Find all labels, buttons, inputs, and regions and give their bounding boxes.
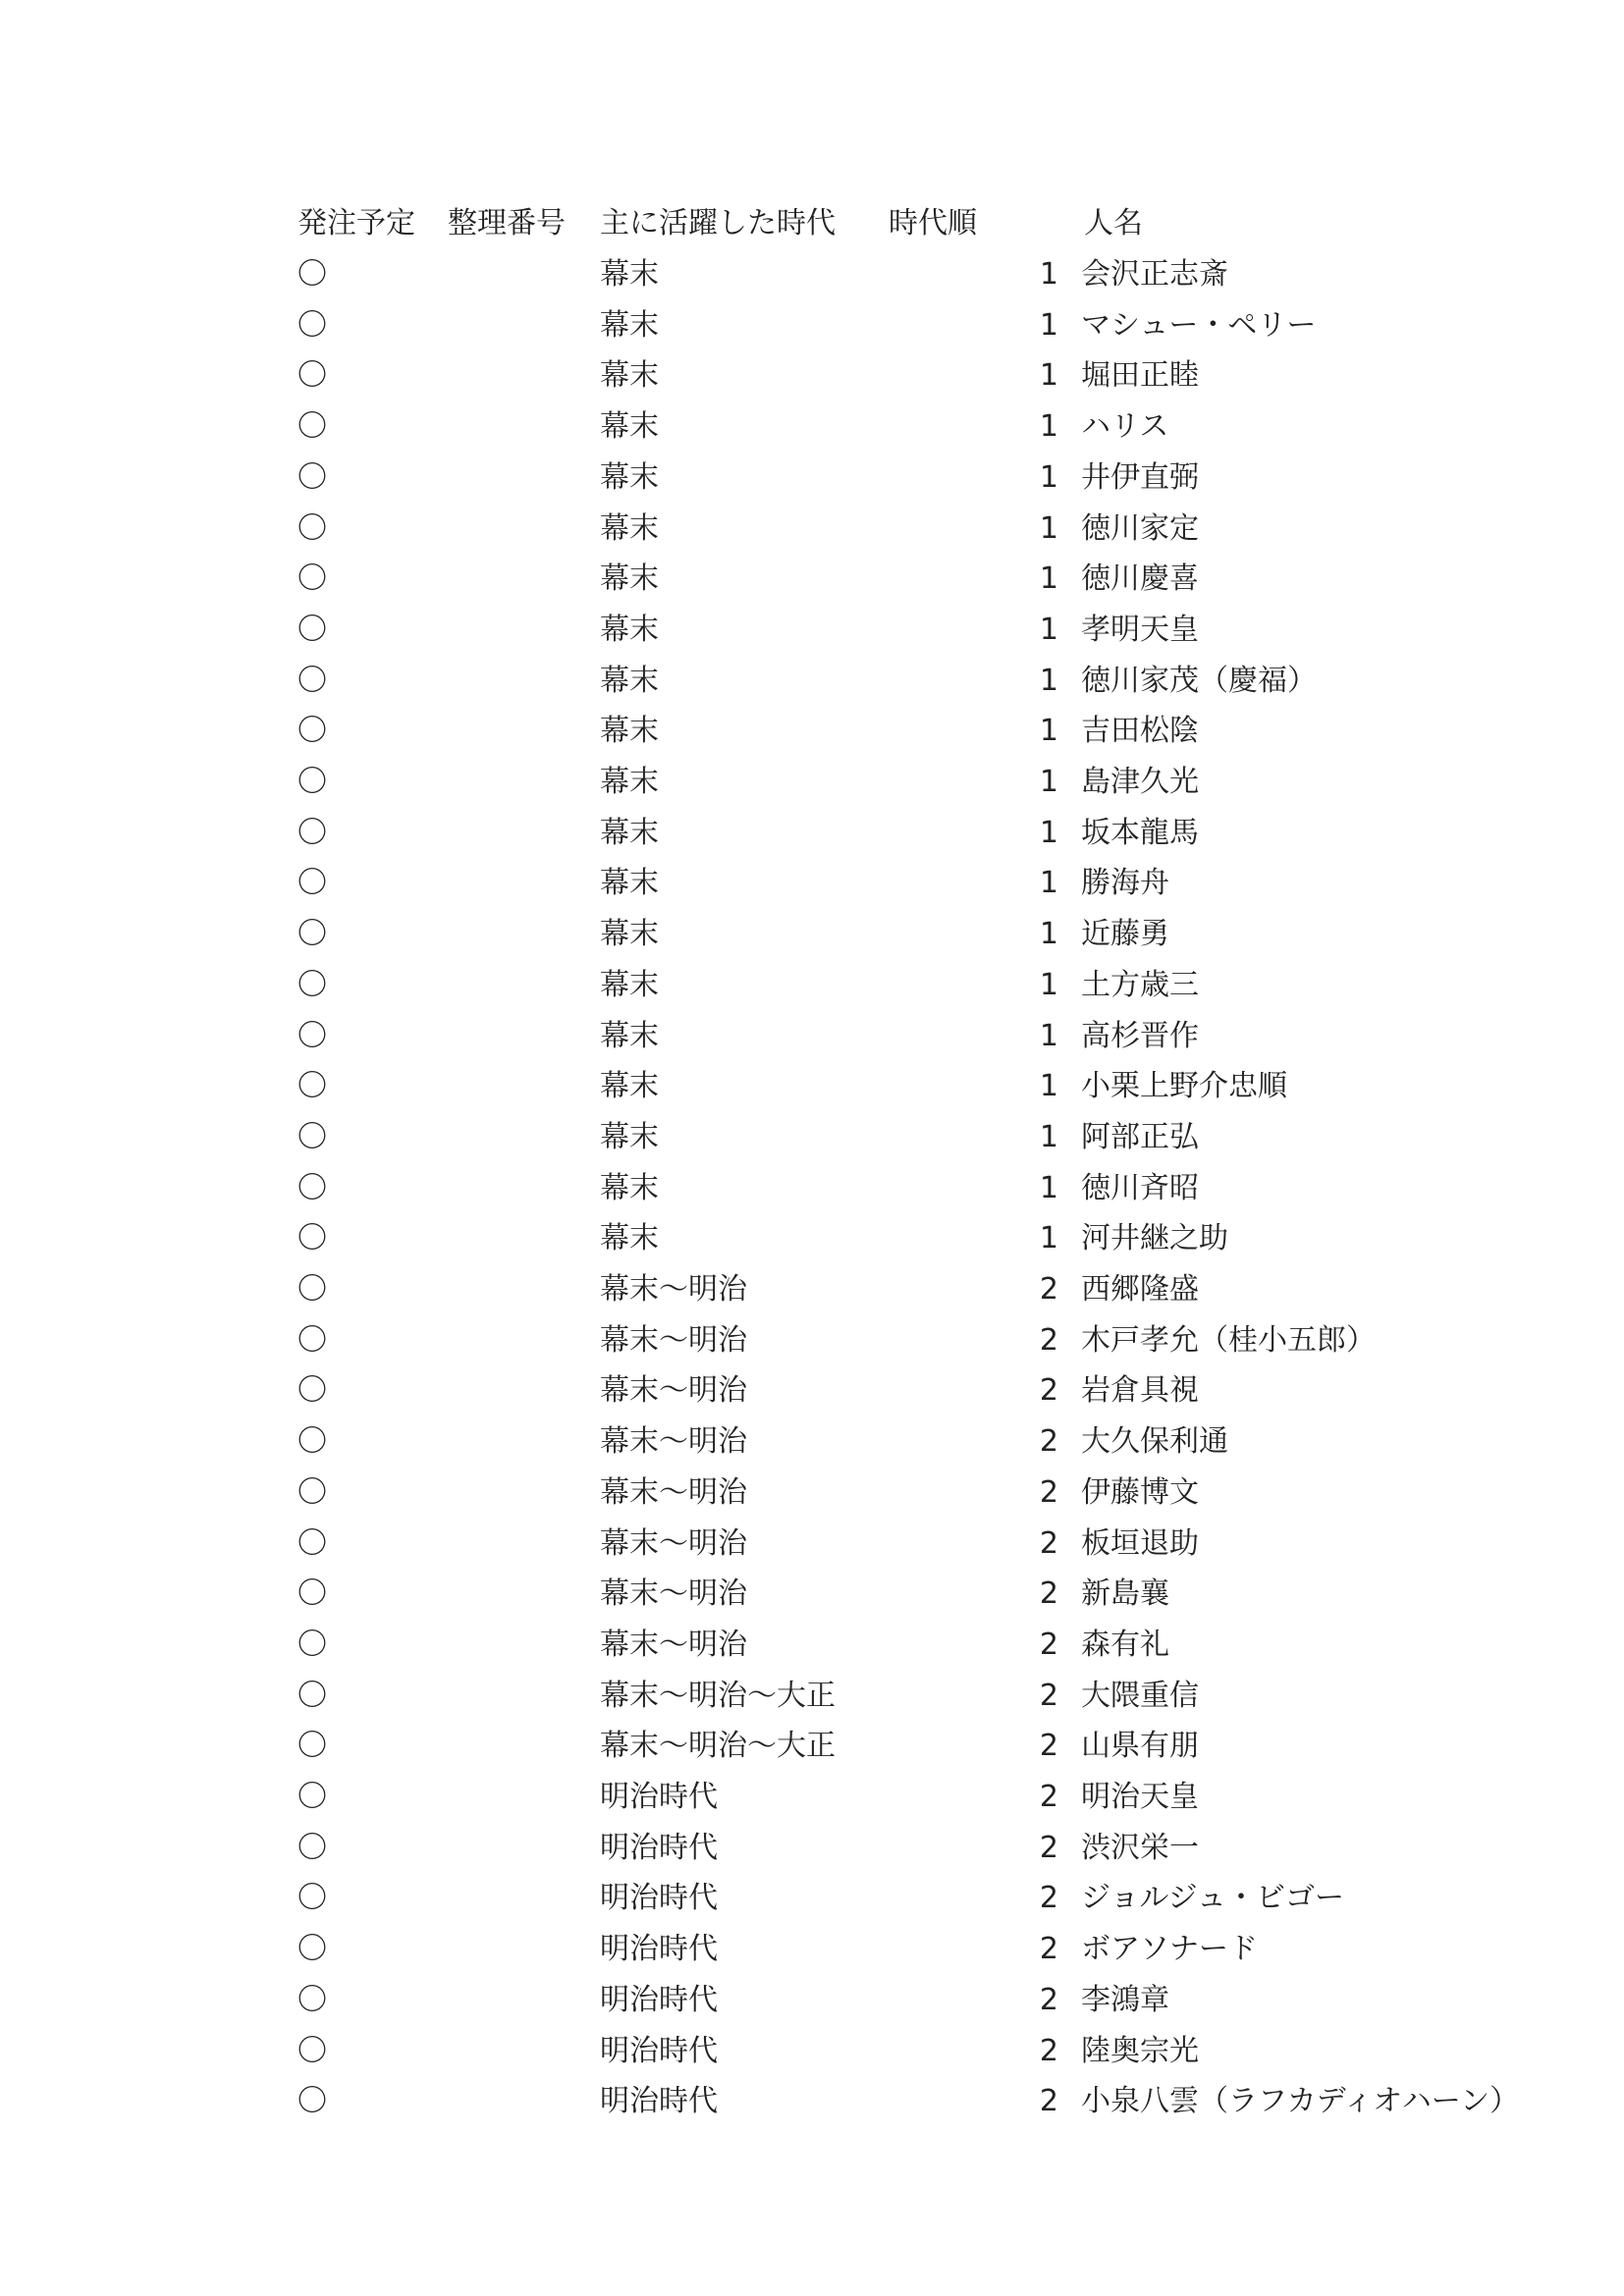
era-cell: 幕末〜明治 bbox=[600, 1576, 747, 1612]
order-mark: 〇 bbox=[298, 510, 327, 546]
order-mark: 〇 bbox=[298, 409, 327, 445]
name-cell: 島津久光 bbox=[1081, 765, 1199, 799]
order-mark: 〇 bbox=[298, 1729, 327, 1764]
seq-cell: 1 bbox=[1039, 510, 1058, 546]
name-cell: 陸奥宗光 bbox=[1081, 2033, 1199, 2068]
table-row bbox=[0, 605, 1624, 656]
order-mark: 〇 bbox=[298, 1932, 327, 1967]
name-cell: 森有礼 bbox=[1081, 1627, 1169, 1662]
id-cell bbox=[448, 960, 595, 1011]
order-mark: 〇 bbox=[298, 2033, 327, 2068]
era-cell: 幕末〜明治〜大正 bbox=[600, 1678, 836, 1713]
seq-cell: 2 bbox=[1039, 1474, 1058, 1510]
name-cell: 勝海舟 bbox=[1081, 866, 1169, 901]
id-cell bbox=[448, 401, 595, 453]
id-cell bbox=[448, 1011, 595, 1062]
header-order: 発注予定 bbox=[298, 206, 415, 240]
seq-cell: 2 bbox=[1039, 1932, 1058, 1967]
order-mark: 〇 bbox=[298, 257, 327, 292]
name-cell: 岩倉具視 bbox=[1081, 1373, 1199, 1409]
header-seq: 時代順 bbox=[889, 206, 977, 240]
seq-cell: 1 bbox=[1039, 257, 1058, 292]
id-cell bbox=[448, 453, 595, 504]
table-row bbox=[0, 2076, 1624, 2127]
era-cell: 幕末〜明治 bbox=[600, 1525, 747, 1561]
table-row bbox=[0, 1112, 1624, 1163]
id-cell bbox=[448, 1061, 595, 1112]
era-cell: 幕末 bbox=[600, 612, 659, 647]
seq-cell: 2 bbox=[1039, 1373, 1058, 1409]
id-cell bbox=[448, 350, 595, 401]
table-row bbox=[0, 249, 1624, 300]
name-cell: 木戸孝允（桂小五郎） bbox=[1081, 1322, 1376, 1358]
order-mark: 〇 bbox=[298, 1221, 327, 1256]
table-row bbox=[0, 1620, 1624, 1671]
era-cell: 幕末 bbox=[600, 257, 659, 292]
seq-cell: 2 bbox=[1039, 1830, 1058, 1865]
seq-cell: 2 bbox=[1039, 2084, 1058, 2119]
order-mark: 〇 bbox=[298, 714, 327, 749]
order-mark: 〇 bbox=[298, 1982, 327, 2017]
order-mark: 〇 bbox=[298, 1170, 327, 1205]
seq-cell: 1 bbox=[1039, 866, 1058, 901]
id-cell bbox=[448, 249, 595, 300]
id-cell bbox=[448, 1924, 595, 1975]
id-cell bbox=[448, 706, 595, 757]
id-cell bbox=[448, 300, 595, 351]
table-row bbox=[0, 1011, 1624, 1062]
era-cell: 幕末 bbox=[600, 561, 659, 597]
id-cell bbox=[448, 605, 595, 656]
id-cell bbox=[448, 1620, 595, 1671]
table-row bbox=[0, 300, 1624, 351]
order-mark: 〇 bbox=[298, 2084, 327, 2119]
seq-cell: 1 bbox=[1039, 409, 1058, 445]
era-cell: 幕末 bbox=[600, 1018, 659, 1053]
table-row bbox=[0, 453, 1624, 504]
header-id: 整理番号 bbox=[448, 206, 566, 240]
era-cell: 幕末〜明治 bbox=[600, 1272, 747, 1307]
id-cell bbox=[448, 2026, 595, 2077]
order-mark: 〇 bbox=[298, 358, 327, 394]
header-name: 人名 bbox=[1084, 206, 1143, 240]
id-cell bbox=[448, 1569, 595, 1620]
name-cell: 会沢正志斎 bbox=[1081, 257, 1228, 292]
seq-cell: 1 bbox=[1039, 561, 1058, 597]
era-cell: 幕末 bbox=[600, 459, 659, 495]
name-cell: 高杉晋作 bbox=[1081, 1018, 1199, 1053]
id-cell bbox=[448, 909, 595, 960]
id-cell bbox=[448, 1264, 595, 1315]
id-cell bbox=[448, 554, 595, 605]
table-row bbox=[0, 1975, 1624, 2026]
seq-cell: 1 bbox=[1039, 815, 1058, 850]
order-mark: 〇 bbox=[298, 866, 327, 901]
era-cell: 幕末〜明治 bbox=[600, 1474, 747, 1510]
name-cell: 伊藤博文 bbox=[1081, 1474, 1199, 1510]
era-cell: 幕末〜明治〜大正 bbox=[600, 1729, 836, 1764]
era-cell: 明治時代 bbox=[600, 1780, 718, 1814]
era-cell: 幕末 bbox=[600, 967, 659, 1002]
table-row bbox=[0, 1671, 1624, 1722]
era-cell: 幕末〜明治 bbox=[600, 1627, 747, 1662]
table-row bbox=[0, 2026, 1624, 2077]
name-cell: 山県有朋 bbox=[1081, 1729, 1199, 1764]
seq-cell: 1 bbox=[1039, 459, 1058, 495]
seq-cell: 2 bbox=[1039, 1627, 1058, 1662]
era-cell: 明治時代 bbox=[600, 2033, 718, 2068]
table-row bbox=[0, 1823, 1624, 1874]
seq-cell: 2 bbox=[1039, 1982, 1058, 2017]
seq-cell: 1 bbox=[1039, 358, 1058, 394]
table-row bbox=[0, 1416, 1624, 1468]
era-cell: 幕末 bbox=[600, 1170, 659, 1205]
seq-cell: 2 bbox=[1039, 1881, 1058, 1916]
id-cell bbox=[448, 808, 595, 859]
era-cell: 幕末 bbox=[600, 510, 659, 546]
order-mark: 〇 bbox=[298, 1474, 327, 1510]
name-cell: 渋沢栄一 bbox=[1081, 1830, 1199, 1865]
table-row bbox=[0, 1468, 1624, 1519]
name-cell: 河井継之助 bbox=[1081, 1221, 1228, 1256]
order-mark: 〇 bbox=[298, 1119, 327, 1154]
table-row bbox=[0, 960, 1624, 1011]
order-mark: 〇 bbox=[298, 1576, 327, 1612]
id-cell bbox=[448, 858, 595, 909]
order-mark: 〇 bbox=[298, 967, 327, 1002]
table-row bbox=[0, 1264, 1624, 1315]
id-cell bbox=[448, 2076, 595, 2127]
seq-cell: 2 bbox=[1039, 2033, 1058, 2068]
name-cell: 小栗上野介忠順 bbox=[1081, 1069, 1287, 1104]
table-row bbox=[0, 1569, 1624, 1620]
table-row bbox=[0, 1873, 1624, 1924]
name-cell: 阿部正弘 bbox=[1081, 1119, 1199, 1154]
table-row bbox=[0, 1519, 1624, 1570]
name-cell: 小泉八雲（ラフカディオハーン） bbox=[1081, 2084, 1520, 2119]
era-cell: 幕末 bbox=[600, 307, 659, 343]
id-cell bbox=[448, 1772, 595, 1823]
seq-cell: 2 bbox=[1039, 1678, 1058, 1713]
era-cell: 幕末 bbox=[600, 409, 659, 445]
era-cell: 幕末 bbox=[600, 1221, 659, 1256]
table-row bbox=[0, 504, 1624, 555]
table-row bbox=[0, 808, 1624, 859]
table-row bbox=[0, 1772, 1624, 1823]
seq-cell: 1 bbox=[1039, 1170, 1058, 1205]
seq-cell: 1 bbox=[1039, 1069, 1058, 1104]
era-cell: 明治時代 bbox=[600, 1982, 718, 2017]
table-row bbox=[0, 554, 1624, 605]
order-mark: 〇 bbox=[298, 1018, 327, 1053]
order-mark: 〇 bbox=[298, 1322, 327, 1358]
era-cell: 明治時代 bbox=[600, 1881, 718, 1916]
name-cell: 徳川斉昭 bbox=[1081, 1170, 1199, 1205]
era-cell: 幕末 bbox=[600, 663, 659, 698]
seq-cell: 1 bbox=[1039, 1119, 1058, 1154]
order-mark: 〇 bbox=[298, 307, 327, 343]
seq-cell: 2 bbox=[1039, 1424, 1058, 1460]
id-cell bbox=[448, 1112, 595, 1163]
seq-cell: 2 bbox=[1039, 1322, 1058, 1358]
id-cell bbox=[448, 1671, 595, 1722]
table-row bbox=[0, 1163, 1624, 1214]
era-cell: 幕末 bbox=[600, 714, 659, 749]
name-cell: 土方歳三 bbox=[1081, 967, 1199, 1002]
table-row bbox=[0, 350, 1624, 401]
table-row bbox=[0, 1365, 1624, 1416]
order-mark: 〇 bbox=[298, 765, 327, 799]
order-mark: 〇 bbox=[298, 1069, 327, 1104]
id-cell bbox=[448, 656, 595, 707]
seq-cell: 2 bbox=[1039, 1780, 1058, 1814]
order-mark: 〇 bbox=[298, 815, 327, 850]
id-cell bbox=[448, 1873, 595, 1924]
name-cell: 徳川慶喜 bbox=[1081, 561, 1199, 597]
name-cell: 坂本龍馬 bbox=[1081, 815, 1199, 850]
table-row bbox=[0, 1213, 1624, 1264]
seq-cell: 2 bbox=[1039, 1729, 1058, 1764]
id-cell bbox=[448, 1163, 595, 1214]
id-cell bbox=[448, 1721, 595, 1772]
name-cell: 近藤勇 bbox=[1081, 917, 1169, 952]
era-cell: 幕末〜明治 bbox=[600, 1424, 747, 1460]
name-cell: ボアソナード bbox=[1081, 1932, 1258, 1967]
seq-cell: 2 bbox=[1039, 1525, 1058, 1561]
table-row bbox=[0, 1721, 1624, 1772]
era-cell: 幕末〜明治 bbox=[600, 1373, 747, 1409]
table-row bbox=[0, 706, 1624, 757]
table-row bbox=[0, 1924, 1624, 1975]
seq-cell: 1 bbox=[1039, 765, 1058, 799]
name-cell: マシュー・ペリー bbox=[1081, 307, 1317, 343]
table-row bbox=[0, 858, 1624, 909]
name-cell: 井伊直弼 bbox=[1081, 459, 1199, 495]
seq-cell: 1 bbox=[1039, 917, 1058, 952]
order-mark: 〇 bbox=[298, 917, 327, 952]
name-cell: 大隈重信 bbox=[1081, 1678, 1199, 1713]
seq-cell: 1 bbox=[1039, 612, 1058, 647]
seq-cell: 1 bbox=[1039, 714, 1058, 749]
era-cell: 幕末 bbox=[600, 1069, 659, 1104]
id-cell bbox=[448, 1365, 595, 1416]
order-mark: 〇 bbox=[298, 1830, 327, 1865]
name-cell: ジョルジュ・ビゴー bbox=[1081, 1881, 1345, 1916]
id-cell bbox=[448, 504, 595, 555]
era-cell: 幕末 bbox=[600, 358, 659, 394]
table-row bbox=[0, 401, 1624, 453]
order-mark: 〇 bbox=[298, 1272, 327, 1307]
seq-cell: 1 bbox=[1039, 307, 1058, 343]
era-cell: 幕末 bbox=[600, 815, 659, 850]
name-cell: 吉田松陰 bbox=[1081, 714, 1199, 749]
era-cell: 幕末〜明治 bbox=[600, 1322, 747, 1358]
order-mark: 〇 bbox=[298, 561, 327, 597]
id-cell bbox=[448, 1823, 595, 1874]
name-cell: 李鴻章 bbox=[1081, 1982, 1169, 2017]
seq-cell: 1 bbox=[1039, 967, 1058, 1002]
id-cell bbox=[448, 1519, 595, 1570]
id-cell bbox=[448, 757, 595, 808]
name-cell: 新島襄 bbox=[1081, 1576, 1169, 1612]
era-cell: 幕末 bbox=[600, 866, 659, 901]
order-mark: 〇 bbox=[298, 663, 327, 698]
name-cell: ハリス bbox=[1081, 409, 1169, 445]
order-mark: 〇 bbox=[298, 1373, 327, 1409]
header-era: 主に活躍した時代 bbox=[600, 206, 836, 240]
name-cell: 孝明天皇 bbox=[1081, 612, 1199, 647]
table-row bbox=[0, 909, 1624, 960]
name-cell: 大久保利通 bbox=[1081, 1424, 1228, 1460]
id-cell bbox=[448, 1315, 595, 1366]
order-mark: 〇 bbox=[298, 1780, 327, 1814]
seq-cell: 2 bbox=[1039, 1576, 1058, 1612]
era-cell: 明治時代 bbox=[600, 1830, 718, 1865]
id-cell bbox=[448, 1468, 595, 1519]
name-cell: 板垣退助 bbox=[1081, 1525, 1199, 1561]
name-cell: 西郷隆盛 bbox=[1081, 1272, 1199, 1307]
era-cell: 明治時代 bbox=[600, 2084, 718, 2119]
order-mark: 〇 bbox=[298, 1881, 327, 1916]
id-cell bbox=[448, 1975, 595, 2026]
seq-cell: 2 bbox=[1039, 1272, 1058, 1307]
order-mark: 〇 bbox=[298, 1424, 327, 1460]
table-row bbox=[0, 1315, 1624, 1366]
table-row bbox=[0, 1061, 1624, 1112]
id-cell bbox=[448, 1416, 595, 1468]
order-mark: 〇 bbox=[298, 1627, 327, 1662]
name-cell: 徳川家茂（慶福） bbox=[1081, 663, 1317, 698]
era-cell: 幕末 bbox=[600, 765, 659, 799]
seq-cell: 1 bbox=[1039, 1221, 1058, 1256]
order-mark: 〇 bbox=[298, 612, 327, 647]
name-cell: 徳川家定 bbox=[1081, 510, 1199, 546]
table-row bbox=[0, 656, 1624, 707]
order-mark: 〇 bbox=[298, 1678, 327, 1713]
id-cell bbox=[448, 1213, 595, 1264]
order-mark: 〇 bbox=[298, 459, 327, 495]
seq-cell: 1 bbox=[1039, 663, 1058, 698]
header-row bbox=[0, 198, 1624, 249]
order-mark: 〇 bbox=[298, 1525, 327, 1561]
name-cell: 堀田正睦 bbox=[1081, 358, 1199, 394]
era-cell: 明治時代 bbox=[600, 1932, 718, 1967]
table-row bbox=[0, 757, 1624, 808]
era-cell: 幕末 bbox=[600, 917, 659, 952]
era-cell: 幕末 bbox=[600, 1119, 659, 1154]
seq-cell: 1 bbox=[1039, 1018, 1058, 1053]
name-cell: 明治天皇 bbox=[1081, 1780, 1199, 1814]
